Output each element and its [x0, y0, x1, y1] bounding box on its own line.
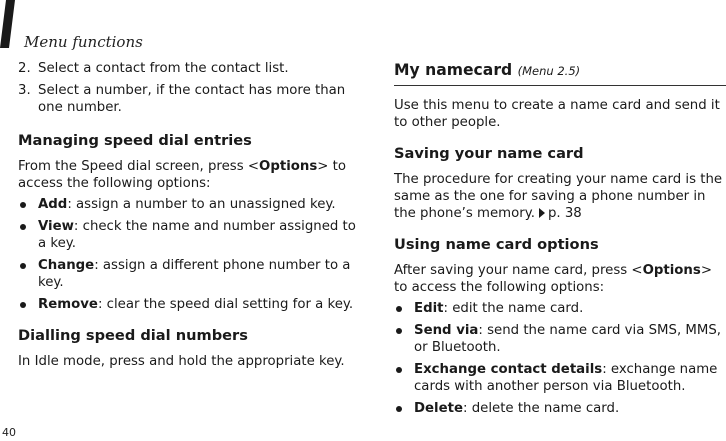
- right-column: [394, 60, 726, 422]
- namecard-options-list: [394, 300, 726, 417]
- speed-dial-heading: Managing speed dial entries: [18, 132, 252, 149]
- speed-dial-intro: From the Speed dial screen, press <Options> to access the following options:: [18, 159, 346, 191]
- list-item: [18, 82, 356, 116]
- dialling-heading: Dialling speed dial numbers: [18, 327, 248, 344]
- saving-heading: Saving your name card: [394, 145, 584, 162]
- list-item: Edit: edit the name card.: [394, 300, 726, 317]
- options-intro: After saving your name card, press <Options> to access the following options:: [394, 263, 712, 295]
- steps-list: [18, 60, 356, 116]
- bullet-icon: [20, 202, 26, 208]
- namecard-intro: Use this menu to create a name card and send it to other people.: [394, 98, 720, 130]
- bullet-icon: [396, 367, 402, 373]
- page-reference-arrow-icon: [539, 208, 545, 218]
- bullet-icon: [396, 328, 402, 334]
- list-item: Send via: send the name card via SMS, MMS, or Bluetooth.: [394, 322, 726, 356]
- list-item: Add: assign a number to an unassigned key.: [18, 196, 356, 213]
- options-heading: Using name card options: [394, 236, 599, 253]
- list-item: Exchange contact details: exchange name cards with another person via Bluetooth.: [394, 361, 726, 395]
- section-title: [394, 60, 726, 81]
- step-text: Select a number, if the contact has more than one number.: [38, 83, 346, 115]
- list-item: [18, 60, 356, 77]
- page-number: 40: [2, 426, 16, 439]
- step-text: Select a contact from the contact list.: [38, 61, 289, 76]
- bullet-icon: [20, 302, 26, 308]
- list-item: Delete: delete the name card.: [394, 400, 726, 417]
- step-number: 2.: [18, 61, 31, 76]
- bullet-icon: [396, 406, 402, 412]
- page-reference: p. 38: [547, 206, 582, 221]
- step-number: 3.: [18, 83, 31, 98]
- section-title-text: My namecard: [394, 61, 513, 79]
- menu-reference: (Menu 2.5): [517, 64, 581, 78]
- list-item: Change: assign a different phone number to a key.: [18, 257, 356, 291]
- speed-dial-options-list: [18, 196, 356, 313]
- running-header-title: Menu functions: [24, 33, 143, 51]
- saving-text: The procedure for creating your name card is the same as the one for saving a phone number in the phone’s memory. p. 38: [394, 172, 723, 221]
- left-column: [18, 60, 356, 370]
- bullet-icon: [20, 224, 26, 230]
- dialling-text: In Idle mode, press and hold the appropriate key.: [18, 354, 345, 369]
- list-item: View: check the name and number assigned to a key.: [18, 218, 356, 252]
- bullet-icon: [20, 263, 26, 269]
- bullet-icon: [396, 306, 402, 312]
- section-divider: [394, 85, 726, 86]
- header-bar-decoration: [0, 0, 15, 48]
- list-item: Remove: clear the speed dial setting for a key.: [18, 296, 356, 313]
